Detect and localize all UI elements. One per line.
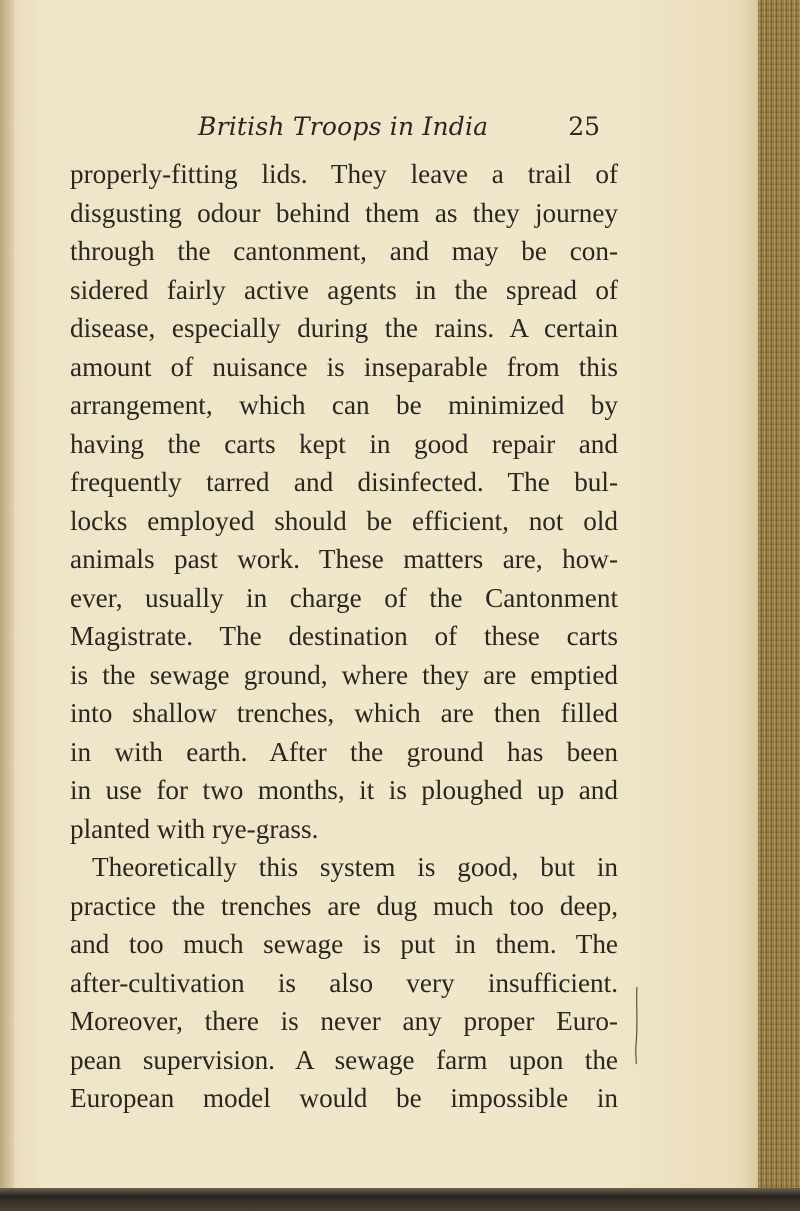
body-text (70, 155, 618, 1118)
running-title: British Troops in India (198, 112, 489, 141)
text-line: locks employed should be efficient, not old (70, 505, 618, 536)
text-line: disgusting odour behind them as they journey (70, 197, 618, 228)
text-line: into shallow trenches, which are then filled (70, 698, 618, 728)
text-line: arrangement, which can be minimized by (70, 390, 618, 420)
text-line: amount of nuisance is inseparable from this (70, 351, 618, 382)
text-line: Moreover, there is never any proper Euro- (70, 1006, 618, 1036)
text-line: disease, especially during the rains. A certain (70, 313, 618, 343)
text-line: animals past work. These matters are, how- (70, 544, 618, 574)
text-line: after-cultivation is also very insufficient. (70, 967, 618, 998)
text-line-paragraph-end: planted with rye-grass. (70, 813, 319, 844)
text-line: practice the trenches are dug much too deep, (70, 890, 618, 921)
text-line: through the cantonment, and may be con- (70, 236, 618, 266)
page-number: 25 (568, 112, 600, 141)
text-line: European model would be impossible in (70, 1083, 618, 1113)
text-line: ever, usually in charge of the Cantonment (70, 582, 618, 613)
text-line: frequently tarred and disinfected. The bul- (70, 467, 618, 497)
page-header (150, 112, 600, 152)
book-bottom-edge (0, 1188, 800, 1211)
text-line: sidered fairly active agents in the spread of (70, 274, 618, 305)
page-edges-stack (758, 0, 800, 1211)
text-line: and too much sewage is put in them. The (70, 929, 618, 959)
text-line: in use for two months, it is ploughed up and (70, 775, 618, 805)
text-line: having the carts kept in good repair and (70, 428, 618, 459)
text-line: in with earth. After the ground has been (70, 736, 618, 767)
margin-pencil-mark (631, 985, 643, 1065)
page-gutter-shadow (0, 0, 14, 1211)
text-line: is the sewage ground, where they are emptied (70, 659, 618, 690)
text-line: pean supervision. A sewage farm upon the (70, 1044, 618, 1075)
text-line: properly-fitting lids. They leave a trail of (70, 159, 618, 189)
text-line: Magistrate. The destination of these carts (70, 621, 618, 651)
text-line-paragraph-start: Theoretically this system is good, but in (92, 852, 618, 882)
